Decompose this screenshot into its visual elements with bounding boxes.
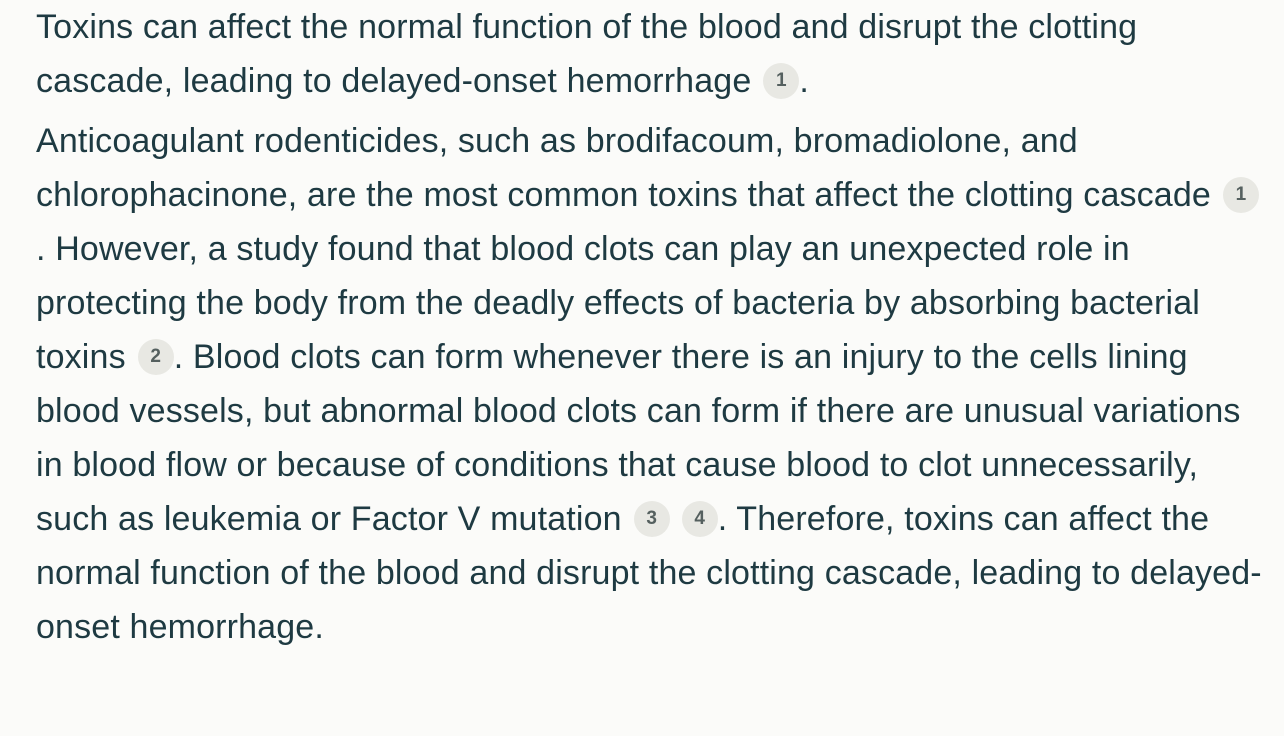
answer-text: . However, a study found that blood clots can play an unexpected role in protecting the body from the deadly effects of bacteria by absorbing bacterial toxins: [36, 230, 1200, 376]
answer-text: Toxins can affect the normal function of the blood and disrupt the clotting cascade, leading to delayed-onset hemorrhage: [36, 8, 1138, 100]
citation-badge[interactable]: 1: [1223, 177, 1259, 213]
answer-text: . Therefore, toxins can affect the normal function of the blood and disrupt the clotting cascade, leading to delayed-onset hemorrhage.: [36, 500, 1262, 646]
citation-badge[interactable]: 3: [634, 501, 670, 537]
citation-badge[interactable]: 2: [138, 339, 174, 375]
citation-badge[interactable]: 1: [763, 63, 799, 99]
answer-paragraph: [36, 0, 1266, 108]
answer-paragraph: [36, 114, 1266, 654]
answer-body: [36, 0, 1266, 654]
answer-text: . Blood clots can form whenever there is an injury to the cells lining blood vessels, but abnormal blood clots can form if there are unusual variations in blood flow or because of conditions that cause blood to clot unnecessarily, such as leukemia or Factor V mutation: [36, 338, 1241, 538]
citation-badge[interactable]: 4: [682, 501, 718, 537]
answer-text: .: [799, 62, 810, 100]
answer-text: Anticoagulant rodenticides, such as brodifacoum, bromadiolone, and chlorophacinone, are the most common toxins that affect the clotting cascade: [36, 122, 1211, 214]
